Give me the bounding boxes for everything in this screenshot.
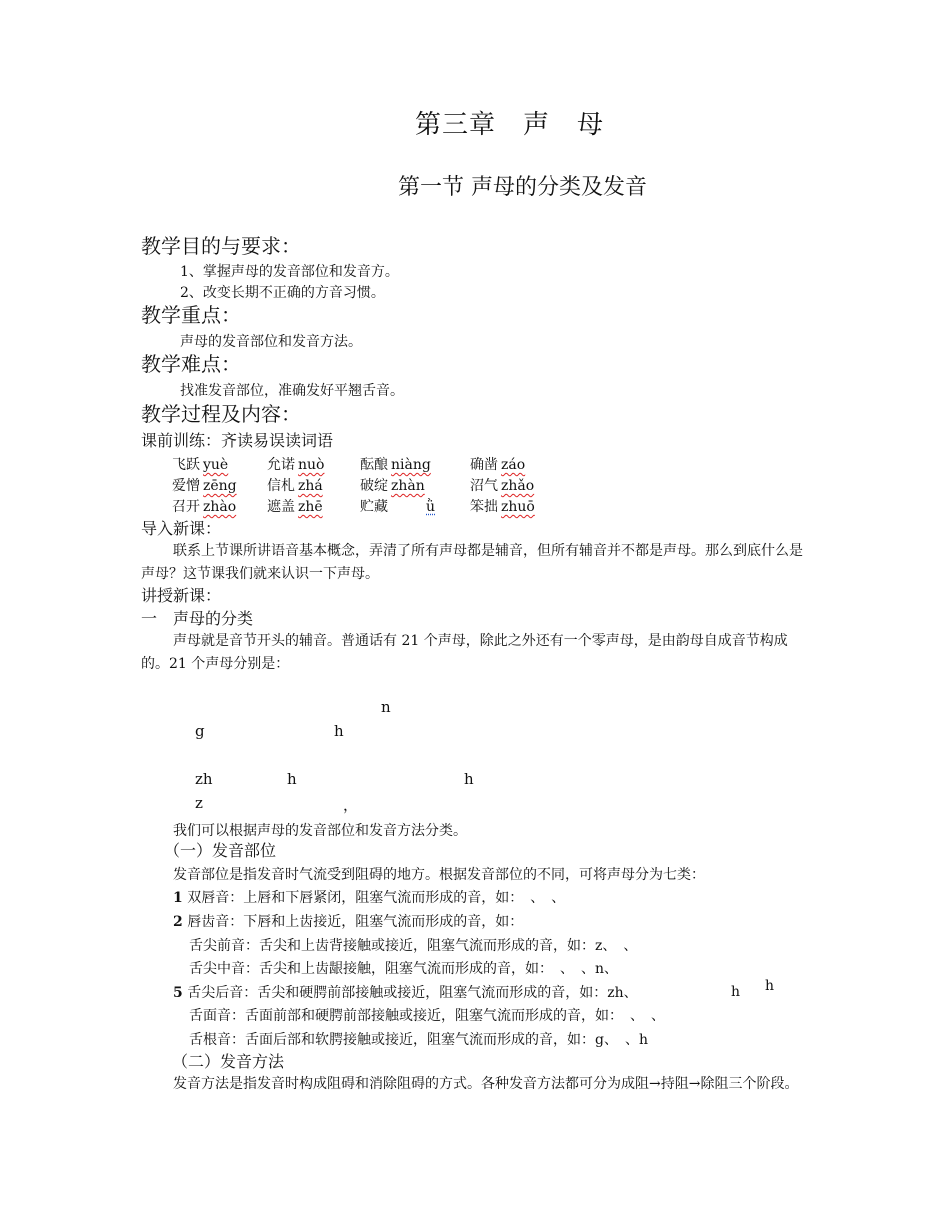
initial-letter: h [287,770,297,788]
initial-letter: g [195,722,205,740]
word-item: 允诺 nuò [267,457,325,473]
place-heading: （一）发音部位 [164,841,277,860]
word-item: 信札 zhá [267,478,323,494]
word-item: 沼气 zhǎo [470,478,535,494]
objective-item-2: 2、改变长期不正确的方音习惯。 [180,285,385,301]
place-item-1: 1 双唇音：上唇和下唇紧闭，阻塞气流而形成的音，如： 、 、 [173,890,566,906]
initial-letter: h [334,722,344,740]
method-heading: （二）发音方法 [172,1052,285,1071]
key-points-text: 声母的发音部位和发音方法。 [180,334,362,350]
part1-paragraph: 声母就是音节开头的辅音。普通话有 21 个声母，除此之外还有一个零声母，是由韵母自成音节构成的。21 个声母分别是： [141,633,788,672]
word-item: 笨拙 zhuō [470,499,535,515]
initial-letter: ， [343,796,359,814]
objective-item-1: 1、掌握声母的发音部位和发音方。 [180,264,399,280]
initial-letter: zh [195,770,213,788]
key-points-heading: 教学重点： [141,303,241,327]
initial-letter: n [381,698,391,716]
part1-heading: 一 声母的分类 [141,609,254,628]
place-item-5-letter: h [765,978,775,994]
process-heading: 教学过程及内容： [141,402,301,426]
section-title: 第一节 声母的分类及发音 [398,175,647,200]
word-item: 贮藏 ǜ [360,499,436,515]
warmup-heading: 课前训练：齐读易误读词语 [141,431,334,450]
initial-letter: h [464,770,474,788]
difficulties-heading: 教学难点： [141,352,241,376]
chapter-title: 第三章 声 母 [415,110,605,140]
new-lesson-heading: 讲授新课： [141,586,222,605]
word-item: 飞跃 yuè [172,457,229,473]
word-item: 确凿 záo [470,457,526,473]
place-item-7: 舌根音：舌面后部和软腭接触或接近，阻塞气流而形成的音，如：g、 、h [189,1032,648,1048]
word-item: 破绽 zhàn [360,478,425,494]
word-item: 爱憎 zēng [172,478,237,494]
place-item-2: 2 唇齿音：下唇和上齿接近，阻塞气流而形成的音，如： [173,914,524,930]
place-paragraph: 发音部位是指发音时气流受到阻碍的地方。根据发音部位的不同，可将声母分为七类： [173,867,705,883]
intro-heading: 导入新课： [141,519,222,538]
place-item-3: 舌尖前音：舌尖和上齿背接触或接近，阻塞气流而形成的音，如：z、 、 [189,938,638,954]
method-paragraph: 发音方法是指发音时构成阻碍和消除阻碍的方式。各种发音方法都可分为成阻→持阻→除阻三个阶段。 [173,1076,799,1092]
place-item-6: 舌面音：舌面前部和硬腭前部接触或接近，阻塞气流而形成的音，如： 、 、 [189,1008,665,1024]
place-item-4: 舌尖中音：舌尖和上齿龈接触，阻塞气流而形成的音，如： 、 、n、 [189,961,619,977]
difficulties-text: 找准发音部位，准确发好平翘舌音。 [180,383,404,399]
place-item-5: 5 舌尖后音：舌尖和硬腭前部接触或接近，阻塞气流而形成的音，如：zh、 [173,985,638,1001]
word-item: 召开 zhào [172,499,237,515]
word-item: 遮盖 zhē [267,499,323,515]
objectives-heading: 教学目的与要求： [141,234,301,258]
word-item: 酝酿 niàng [360,457,431,473]
place-item-5-letter: h [731,984,741,1000]
classify-line: 我们可以根据声母的发音部位和发音方法分类。 [173,823,467,839]
initial-letter: z [195,794,203,812]
intro-paragraph: 联系上节课所讲语音基本概念，弄清了所有声母都是辅音，但所有辅音并不都是声母。那么到底什么是声母？这节课我们就来认识一下声母。 [141,543,803,582]
